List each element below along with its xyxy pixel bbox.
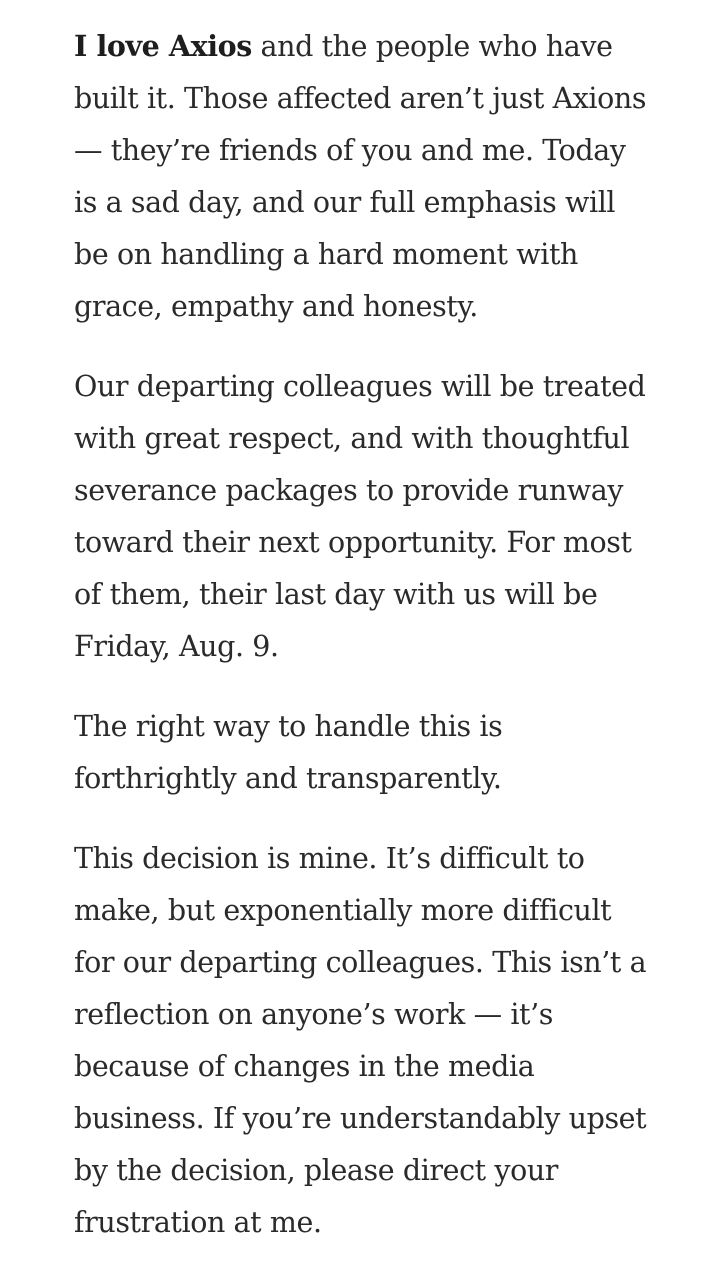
paragraph-line: Our departing colleagues will be treated <box>74 370 646 403</box>
paragraph-line: make, but exponentially more difficult <box>74 894 612 927</box>
paragraph-line: severance packages to provide runway <box>74 474 624 507</box>
paragraph-line: frustration at me. <box>74 1206 322 1239</box>
paragraph-1 <box>74 20 684 333</box>
paragraph-line: — they’re friends of you and me. Today <box>74 134 626 167</box>
paragraph-3 <box>74 701 684 805</box>
paragraph-4 <box>74 833 684 1249</box>
paragraph-line: with great respect, and with thoughtful <box>74 422 630 455</box>
paragraph-line: be on handling a hard moment with <box>74 238 578 271</box>
paragraph-line: The right way to handle this is <box>74 710 503 743</box>
paragraph-line: for our departing colleagues. This isn’t a <box>74 946 647 979</box>
paragraph-line: toward their next opportunity. For most <box>74 526 632 559</box>
lead-emphasis: I love Axios <box>74 29 252 63</box>
paragraph-line: is a sad day, and our full emphasis will <box>74 186 616 219</box>
paragraph-line <box>74 20 684 73</box>
paragraph-line: built it. Those affected aren’t just Axions <box>74 82 647 115</box>
paragraph-line: because of changes in the media <box>74 1050 535 1083</box>
paragraph-line: reflection on anyone’s work — it’s <box>74 998 553 1031</box>
paragraph-line: business. If you’re understandably upset <box>74 1102 647 1135</box>
paragraph-line: Friday, Aug. 9. <box>74 630 279 663</box>
paragraph-line: forthrightly and transparently. <box>74 762 502 795</box>
paragraph-line: by the decision, please direct your <box>74 1154 559 1187</box>
paragraph-line: grace, empathy and honesty. <box>74 290 478 323</box>
paragraph-2 <box>74 361 684 673</box>
article-body <box>74 20 684 1277</box>
paragraph-line: of them, their last day with us will be <box>74 578 598 611</box>
paragraph-line: This decision is mine. It’s difficult to <box>74 842 585 875</box>
paragraph-text: and the people who have <box>251 30 613 63</box>
